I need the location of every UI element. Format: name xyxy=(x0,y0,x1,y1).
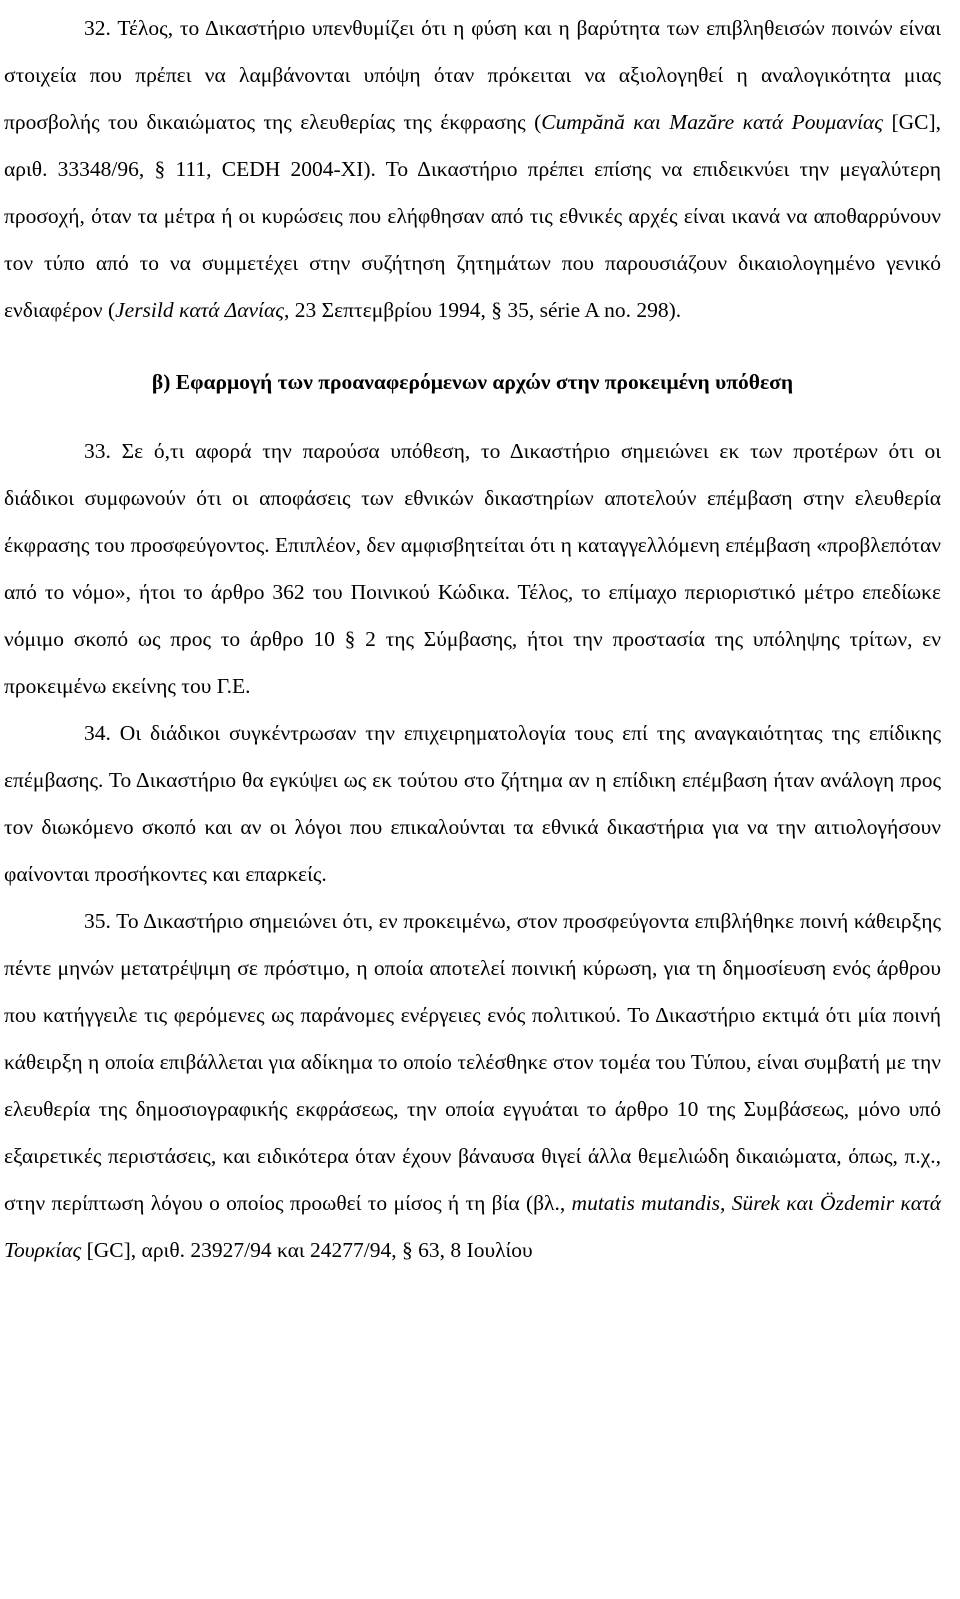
section-sign: § xyxy=(344,627,356,651)
paragraph-33-text-a: 33. Σε ό,τι αφορά την παρούσα υπόθεση, το Δικαστήριο σημειώνει εκ των προτέρων ότι οι διάδικοι συμφωνούν ότι οι αποφάσεις των εθνικών δικαστηρίων αποτελούν επέμβαση στην ελευθερία έκφρασης του προσφεύγοντος. Επιπλέον, δεν αμφισβητείται ότι η καταγγελλόμενη επέμβαση «προβλεπόταν από το νόμο», ήτοι το άρθρο 362 του Ποινικού Κώδικα. Τέλος, το επίμαχο περιοριστικό μέτρο επεδίωκε νόμιμο σκοπό ως προς το άρθρο 10 xyxy=(4,439,941,651)
section-sign: § xyxy=(402,1238,413,1262)
section-sign: § xyxy=(491,298,502,322)
case-name-cumpana: Cumpănă και Mazăre κατά Ρουμανίας xyxy=(541,110,884,134)
paragraph-32-text-c: 111, CEDH 2004-XI). Το Δικαστήριο πρέπει επίσης να επιδεικνύει την μεγαλύτερη προσοχή, όταν τα μέτρα ή οι κυρώσεις που ελήφθησαν από τις εθνικές αρχές είναι ικανά να αποθαρρύνουν τον τύπο από το να συμμετέχει στην συζήτηση ζητημάτων που παρουσιάζουν δικαιολογημένο γενικό ενδιαφέρον ( xyxy=(4,157,941,322)
paragraph-32-text-e: 35, série A no. 298). xyxy=(501,298,682,322)
paragraph-35-text-a: 35. Το Δικαστήριο σημειώνει ότι, εν προκειμένω, στον προσφεύγοντα επιβλήθηκε ποινή κάθειρξης πέντε μηνών μετατρέψιμη σε πρόστιμο, η οποία αποτελεί ποινική κύρωση, για τη δημοσίευση ενός άρθρου που κατήγγειλε τις φερόμενες ως παράνομες ενέργειες ενός πολιτικού. Το Δικαστήριο εκτιμά ότι μία ποινή κάθειρξη η οποία επιβάλλεται για αδίκημα το οποίο τελέσθηκε στον τομέα του Τύπου, είναι συμβατή με την ελευθερία της δημοσιογραφικής εκφράσεως, την οποία εγγυάται το άρθρο 10 της Συμβάσεως, μόνο υπό εξαιρετικές περιστάσεις, και ειδικότερα όταν έχουν βάναυσα θιγεί άλλα θεμελιώδη δικαιώματα, όπως, π.χ., στην περίπτωση λόγου ο οποίος προωθεί το μίσος ή τη βία (βλ., xyxy=(4,909,941,1215)
case-name-jersild: Jersild κατά Δανίας xyxy=(115,298,285,322)
document-page xyxy=(4,0,941,1274)
paragraph-34: 34. Οι διάδικοι συγκέντρωσαν την επιχειρηματολογία τους επί της αναγκαιότητας της επίδικης επέμβασης. Το Δικαστήριο θα εγκύψει ως εκ τούτου στο ζήτημα αν η επίδικη επέμβαση ήταν ανάλογη προς τον διωκόμενο σκοπό και αν οι λόγοι που επικαλούνται τα εθνικά δικαστήρια για να την αιτιολογήσουν φαίνονται προσήκοντες και επαρκείς. xyxy=(4,721,941,886)
paragraph-33-text-b: 2 της Σύμβασης, ήτοι την προστασία της υπόληψης τρίτων, εν προκειμένω εκείνης του Γ.Ε. xyxy=(4,627,941,698)
paragraph-32 xyxy=(4,5,941,334)
paragraph-32-text-b: [GC], αριθ. 33348/96, xyxy=(4,110,942,181)
section-sign: § xyxy=(154,157,166,181)
paragraph-32-text-a: 32. Τέλος, το Δικαστήριο υπενθυμίζει ότι η φύση και η βαρύτητα των επιβληθεισών ποινών είναι στοιχεία που πρέπει να λαμβάνονται υπόψη όταν πρόκειται να αξιολογηθεί η αναλογικότητα μιας προσβολής του δικαιώματος της ελευθερίας της έκφρασης ( xyxy=(4,16,941,134)
paragraph-33 xyxy=(4,428,941,710)
section-heading: β) Εφαρμογή των προαναφερόμενων αρχών στην προκειμένη υπόθεση xyxy=(151,370,794,394)
case-name-surek: mutatis mutandis, Sürek και Özdemir κατά Τουρκίας xyxy=(4,1191,941,1262)
paragraph-35 xyxy=(4,898,941,1274)
paragraph-35-text-c: 63, 8 Ιουλίου xyxy=(412,1238,533,1262)
paragraph-32-text-d: , 23 Σεπτεμβρίου 1994, xyxy=(284,298,492,322)
paragraph-35-text-b: [GC], αριθ. 23927/94 και 24277/94, xyxy=(81,1238,403,1262)
